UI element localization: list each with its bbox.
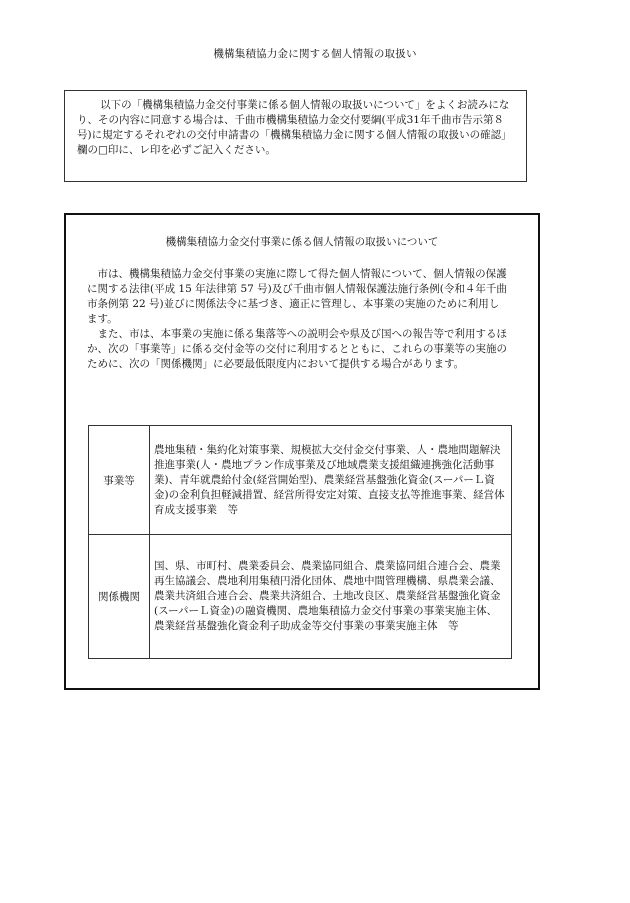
info-table	[88, 425, 512, 659]
table-content-projects: 農地集積・集約化対策事業、規模拡大交付金交付事業、人・農地問題解決推進事業(人・農地プラン作成事業及び地域農業支援組織連携強化活動事業)、青年就農給付金(経営開始型)、農業経営基盤強化資金(スーパーＬ資金)の金利負担軽減措置、経営所得安定対策、直接支払等推進事業、経営体育成支援事業 等	[150, 426, 512, 535]
section-body	[87, 267, 509, 372]
section-paragraph-1: 市は、機構集積協力金交付事業の実施に際して得た個人情報について、個人情報の保護に関する法律(平成 15 年法律第 57 号)及び千曲市個人情報保護法施行条例(令和４年千曲市条例第 22 号)並びに関係法令に基づき、適正に管理し、本事業の実施のために利用します。	[87, 268, 507, 325]
section-title: 機構集積協力金交付事業に係る個人情報の取扱いについて	[165, 236, 439, 248]
table-content-organizations: 国、県、市町村、農業委員会、農業協同組合、農業協同組合連合会、農業再生協議会、農地利用集積円滑化団体、農地中間管理機構、県農業会議、農業共済組合連合会、農業共済組合、土地改良区、農業経営基盤強化資金(スーパーＬ資金)の融資機関、農地集積協力金交付事業の事業実施主体、農業経営基盤強化資金利子助成金等交付事業の事業実施主体 等	[150, 535, 512, 659]
section-paragraph-2: また、市は、本事業の実施に係る集落等への説明会や県及び国への報告等で利用するほか、次の「事業等」に係る交付金等の交付に利用するとともに、これらの事業等の実施のために、次の「関係機関」に必要最低限度内において提供する場合があります。	[87, 328, 507, 370]
table-label-organizations: 関係機関	[89, 535, 150, 659]
table-row	[89, 535, 512, 659]
document-title: 機構集積協力金に関する個人情報の取扱い	[213, 48, 417, 60]
consent-notice-box	[64, 90, 527, 182]
privacy-policy-section	[64, 213, 540, 690]
table-label-projects: 事業等	[89, 426, 150, 535]
consent-notice-text: 以下の「機構集積協力金交付事業に係る個人情報の取扱いについて」をよくお読みになり、その内容に同意する場合は、千曲市機構集積協力金交付要綱(平成31年千曲市告示第８号)に規定するそれぞれの交付申請書の「機構集積協力金に関する個人情報の取扱いの確認」欄の□印に、レ印を必ずご記入ください。	[77, 99, 512, 156]
table-row	[89, 426, 512, 535]
